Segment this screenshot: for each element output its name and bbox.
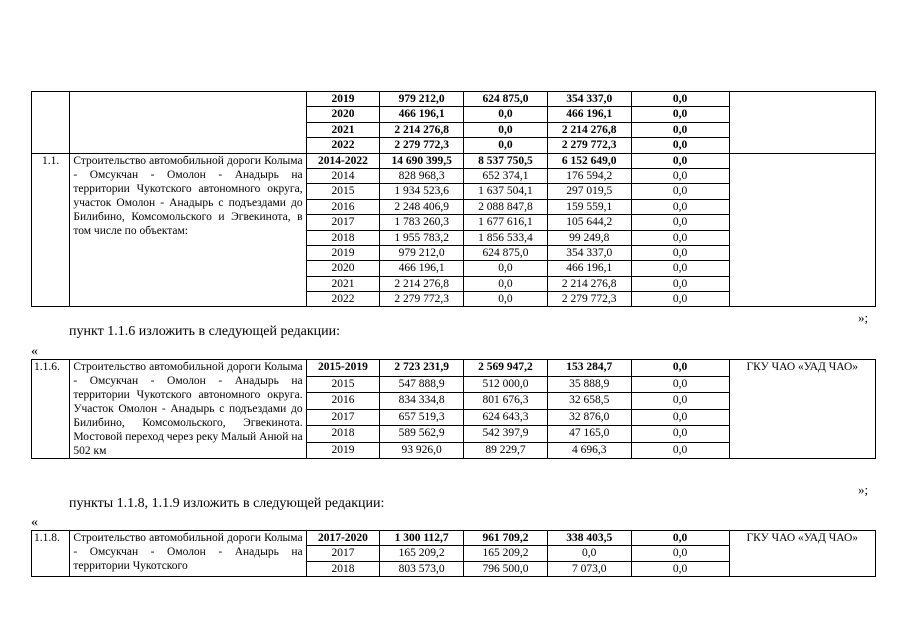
total-cell: 828 968,3: [380, 168, 464, 183]
regional-cell: 338 403,5: [547, 531, 631, 546]
total-cell: 2 248 406,9: [380, 199, 464, 214]
regional-cell: 7 073,0: [547, 561, 631, 576]
year-cell: 2018: [306, 230, 380, 245]
year-cell: 2018: [306, 426, 380, 443]
regional-cell: 466 196,1: [547, 261, 631, 276]
federal-cell: 2 569 947,2: [464, 360, 548, 377]
other-cell: 0,0: [631, 230, 729, 245]
opening-quote-1: «: [31, 344, 38, 359]
year-cell: 2017-2020: [306, 531, 380, 546]
budget-table-3: [31, 530, 876, 577]
federal-cell: 796 500,0: [464, 561, 548, 576]
total-cell: 1 955 783,2: [380, 230, 464, 245]
year-cell: 2017: [306, 546, 380, 561]
item-name-cell: Строительство автомобильной дороги Колыма - Омсукчан - Омолон - Анадырь на территории Чукотского: [70, 531, 306, 577]
federal-cell: 0,0: [464, 292, 548, 307]
year-cell: 2020: [306, 261, 380, 276]
regional-cell: 354 337,0: [547, 92, 631, 107]
federal-cell: 1 856 533,4: [464, 230, 548, 245]
total-cell: 93 926,0: [380, 442, 464, 459]
federal-cell: 542 397,9: [464, 426, 548, 443]
total-cell: 2 214 276,8: [380, 276, 464, 291]
year-cell: 2015: [306, 376, 380, 393]
regional-cell: 153 284,7: [547, 360, 631, 377]
year-cell: 2021: [306, 276, 380, 291]
year-cell: 2022: [306, 292, 380, 307]
federal-cell: 0,0: [464, 261, 548, 276]
total-cell: 466 196,1: [380, 107, 464, 122]
federal-cell: 624 875,0: [464, 245, 548, 260]
other-cell: 0,0: [631, 376, 729, 393]
other-cell: 0,0: [631, 409, 729, 426]
other-cell: 0,0: [631, 153, 729, 168]
closing-quote-1: »;: [858, 310, 869, 325]
amendment-instruction-1: пункт 1.1.6 изложить в следующей редакции:: [69, 324, 340, 339]
total-cell: 1 934 523,6: [380, 184, 464, 199]
regional-cell: 99 249,8: [547, 230, 631, 245]
other-cell: 0,0: [631, 426, 729, 443]
regional-cell: 6 152 649,0: [547, 153, 631, 168]
regional-cell: 47 165,0: [547, 426, 631, 443]
year-cell: 2015: [306, 184, 380, 199]
federal-cell: 624 875,0: [464, 92, 548, 107]
table-row: [32, 531, 876, 546]
item-number-cell: 1.1.: [32, 153, 70, 307]
other-cell: 0,0: [631, 138, 729, 153]
total-cell: 979 212,0: [380, 245, 464, 260]
other-cell: 0,0: [631, 442, 729, 459]
item-number-cell: 1.1.6.: [32, 360, 70, 459]
executor-cell: ГКУ ЧАО «УАД ЧАО»: [729, 531, 875, 577]
federal-cell: 0,0: [464, 138, 548, 153]
total-cell: 2 723 231,9: [380, 360, 464, 377]
total-cell: 979 212,0: [380, 92, 464, 107]
year-cell: 2016: [306, 393, 380, 410]
other-cell: 0,0: [631, 199, 729, 214]
opening-quote-2: «: [31, 515, 38, 530]
executor-cell: ГКУ ЧАО «УАД ЧАО»: [729, 360, 875, 459]
regional-cell: 297 019,5: [547, 184, 631, 199]
amendment-instruction-2: пункты 1.1.8, 1.1.9 изложить в следующей редакции:: [69, 496, 385, 511]
item-number-cell: [32, 92, 70, 154]
total-cell: 2 214 276,8: [380, 122, 464, 137]
regional-cell: 105 644,2: [547, 215, 631, 230]
regional-cell: 176 594,2: [547, 168, 631, 183]
other-cell: 0,0: [631, 122, 729, 137]
regional-cell: 32 658,5: [547, 393, 631, 410]
other-cell: 0,0: [631, 276, 729, 291]
other-cell: 0,0: [631, 245, 729, 260]
year-cell: 2022: [306, 138, 380, 153]
table-row: [32, 153, 876, 168]
regional-cell: 32 876,0: [547, 409, 631, 426]
total-cell: 14 690 399,5: [380, 153, 464, 168]
item-name-cell: Строительство автомобильной дороги Колыма - Омсукчан - Омолон - Анадырь на территории Чукотского автономного округа. Участок Омолон - Анадырь с подъездами до Билибино, Комсомольского, Эгвекинота. Мостовой переход через реку Малый Анюй на 502 км: [70, 360, 306, 459]
year-cell: 2020: [306, 107, 380, 122]
other-cell: 0,0: [631, 168, 729, 183]
regional-cell: 2 279 772,3: [547, 138, 631, 153]
regional-cell: 0,0: [547, 546, 631, 561]
federal-cell: 0,0: [464, 122, 548, 137]
other-cell: 0,0: [631, 546, 729, 561]
total-cell: 803 573,0: [380, 561, 464, 576]
federal-cell: 1 637 504,1: [464, 184, 548, 199]
total-cell: 834 334,8: [380, 393, 464, 410]
item-name-cell: [70, 92, 306, 154]
year-cell: 2017: [306, 409, 380, 426]
year-cell: 2019: [306, 442, 380, 459]
year-cell: 2018: [306, 561, 380, 576]
year-cell: 2016: [306, 199, 380, 214]
total-cell: 2 279 772,3: [380, 138, 464, 153]
other-cell: 0,0: [631, 292, 729, 307]
federal-cell: 1 677 616,1: [464, 215, 548, 230]
total-cell: 2 279 772,3: [380, 292, 464, 307]
other-cell: 0,0: [631, 184, 729, 199]
other-cell: 0,0: [631, 561, 729, 576]
year-cell: 2021: [306, 122, 380, 137]
other-cell: 0,0: [631, 215, 729, 230]
federal-cell: 2 088 847,8: [464, 199, 548, 214]
federal-cell: 8 537 750,5: [464, 153, 548, 168]
year-cell: 2017: [306, 215, 380, 230]
total-cell: 547 888,9: [380, 376, 464, 393]
regional-cell: 2 214 276,8: [547, 122, 631, 137]
item-name-cell: Строительство автомобильной дороги Колыма - Омсукчан - Омолон - Анадырь на территории Чукотского автономного округа, участок Омолон - Анадырь с подъездами до Билибино, Комсомольского и Эгвекинота, в том числе по объектам:: [70, 153, 306, 307]
year-cell: 2019: [306, 92, 380, 107]
regional-cell: 2 279 772,3: [547, 292, 631, 307]
total-cell: 657 519,3: [380, 409, 464, 426]
other-cell: 0,0: [631, 261, 729, 276]
item-number-cell: 1.1.8.: [32, 531, 70, 577]
regional-cell: 354 337,0: [547, 245, 631, 260]
other-cell: 0,0: [631, 107, 729, 122]
budget-table-2: [31, 359, 876, 459]
federal-cell: 0,0: [464, 107, 548, 122]
federal-cell: 652 374,1: [464, 168, 548, 183]
federal-cell: 624 643,3: [464, 409, 548, 426]
closing-quote-2: »;: [858, 482, 869, 497]
total-cell: 1 783 260,3: [380, 215, 464, 230]
regional-cell: 159 559,1: [547, 199, 631, 214]
total-cell: 466 196,1: [380, 261, 464, 276]
federal-cell: 961 709,2: [464, 531, 548, 546]
total-cell: 1 300 112,7: [380, 531, 464, 546]
executor-cell: [729, 153, 875, 307]
regional-cell: 2 214 276,8: [547, 276, 631, 291]
federal-cell: 0,0: [464, 276, 548, 291]
regional-cell: 4 696,3: [547, 442, 631, 459]
executor-cell: [729, 92, 875, 154]
table-row: [32, 360, 876, 377]
federal-cell: 89 229,7: [464, 442, 548, 459]
total-cell: 165 209,2: [380, 546, 464, 561]
budget-table-1: [31, 91, 876, 307]
year-cell: 2014-2022: [306, 153, 380, 168]
federal-cell: 801 676,3: [464, 393, 548, 410]
year-cell: 2019: [306, 245, 380, 260]
other-cell: 0,0: [631, 531, 729, 546]
year-cell: 2014: [306, 168, 380, 183]
year-cell: 2015-2019: [306, 360, 380, 377]
federal-cell: 512 000,0: [464, 376, 548, 393]
table-row: [32, 92, 876, 107]
federal-cell: 165 209,2: [464, 546, 548, 561]
regional-cell: 35 888,9: [547, 376, 631, 393]
other-cell: 0,0: [631, 360, 729, 377]
total-cell: 589 562,9: [380, 426, 464, 443]
other-cell: 0,0: [631, 393, 729, 410]
other-cell: 0,0: [631, 92, 729, 107]
regional-cell: 466 196,1: [547, 107, 631, 122]
